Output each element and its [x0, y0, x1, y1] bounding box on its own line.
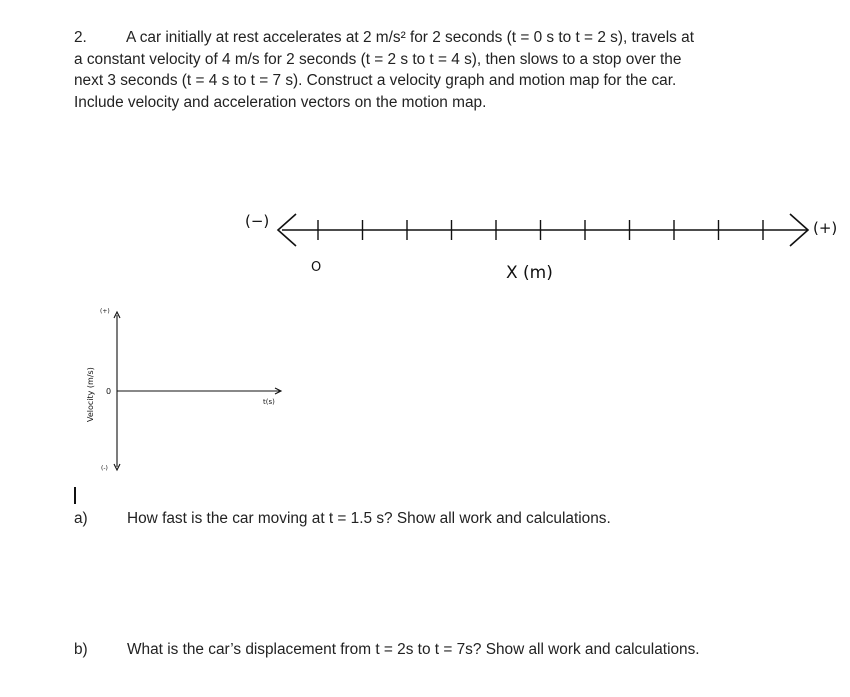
velocity-axis-label: Velocity (m/s)	[86, 367, 95, 422]
question-a	[74, 509, 611, 529]
question-b-text: What is the car’s displacement from t = 2s to t = 7s? Show all work and calculations.	[127, 641, 700, 658]
origin-label: O	[311, 260, 322, 275]
velocity-axis-down-arrow-icon	[114, 464, 120, 470]
positive-direction-label: (+)	[813, 219, 838, 237]
problem-line-3: next 3 seconds (t = 4 s to t = 7 s). Construct a velocity graph and motion map for the car.	[74, 72, 677, 89]
text-cursor	[74, 487, 76, 504]
time-axis-label: t(s)	[263, 398, 275, 406]
problem-line-2: a constant velocity of 4 m/s for 2 seconds (t = 2 s to t = 4 s), then slows to a stop over the	[74, 50, 682, 68]
question-b	[74, 640, 700, 660]
velocity-zero-label: 0	[106, 387, 112, 396]
negative-direction-label: (−)	[245, 212, 270, 230]
position-axis-label: X (m)	[506, 263, 553, 283]
velocity-positive-label: (+)	[100, 308, 110, 315]
problem-number: 2.	[74, 29, 87, 46]
question-a-label: a)	[74, 510, 88, 527]
time-axis-arrow-icon	[275, 388, 281, 394]
problem-line-1: 2. A car initially at rest accelerates at 2 m/s² for 2 seconds (t = 0 s to t = 2 s), travels at	[74, 27, 754, 49]
problem-line-4: Include velocity and acceleration vectors on the motion map.	[74, 93, 487, 111]
velocity-axis-up-arrow-icon	[114, 312, 120, 318]
question-b-label: b)	[74, 641, 88, 658]
question-a-text: How fast is the car moving at t = 1.5 s? Show all work and calculations.	[127, 510, 611, 527]
motion-map-number-line	[0, 0, 850, 300]
velocity-negative-label: (-)	[101, 465, 108, 472]
